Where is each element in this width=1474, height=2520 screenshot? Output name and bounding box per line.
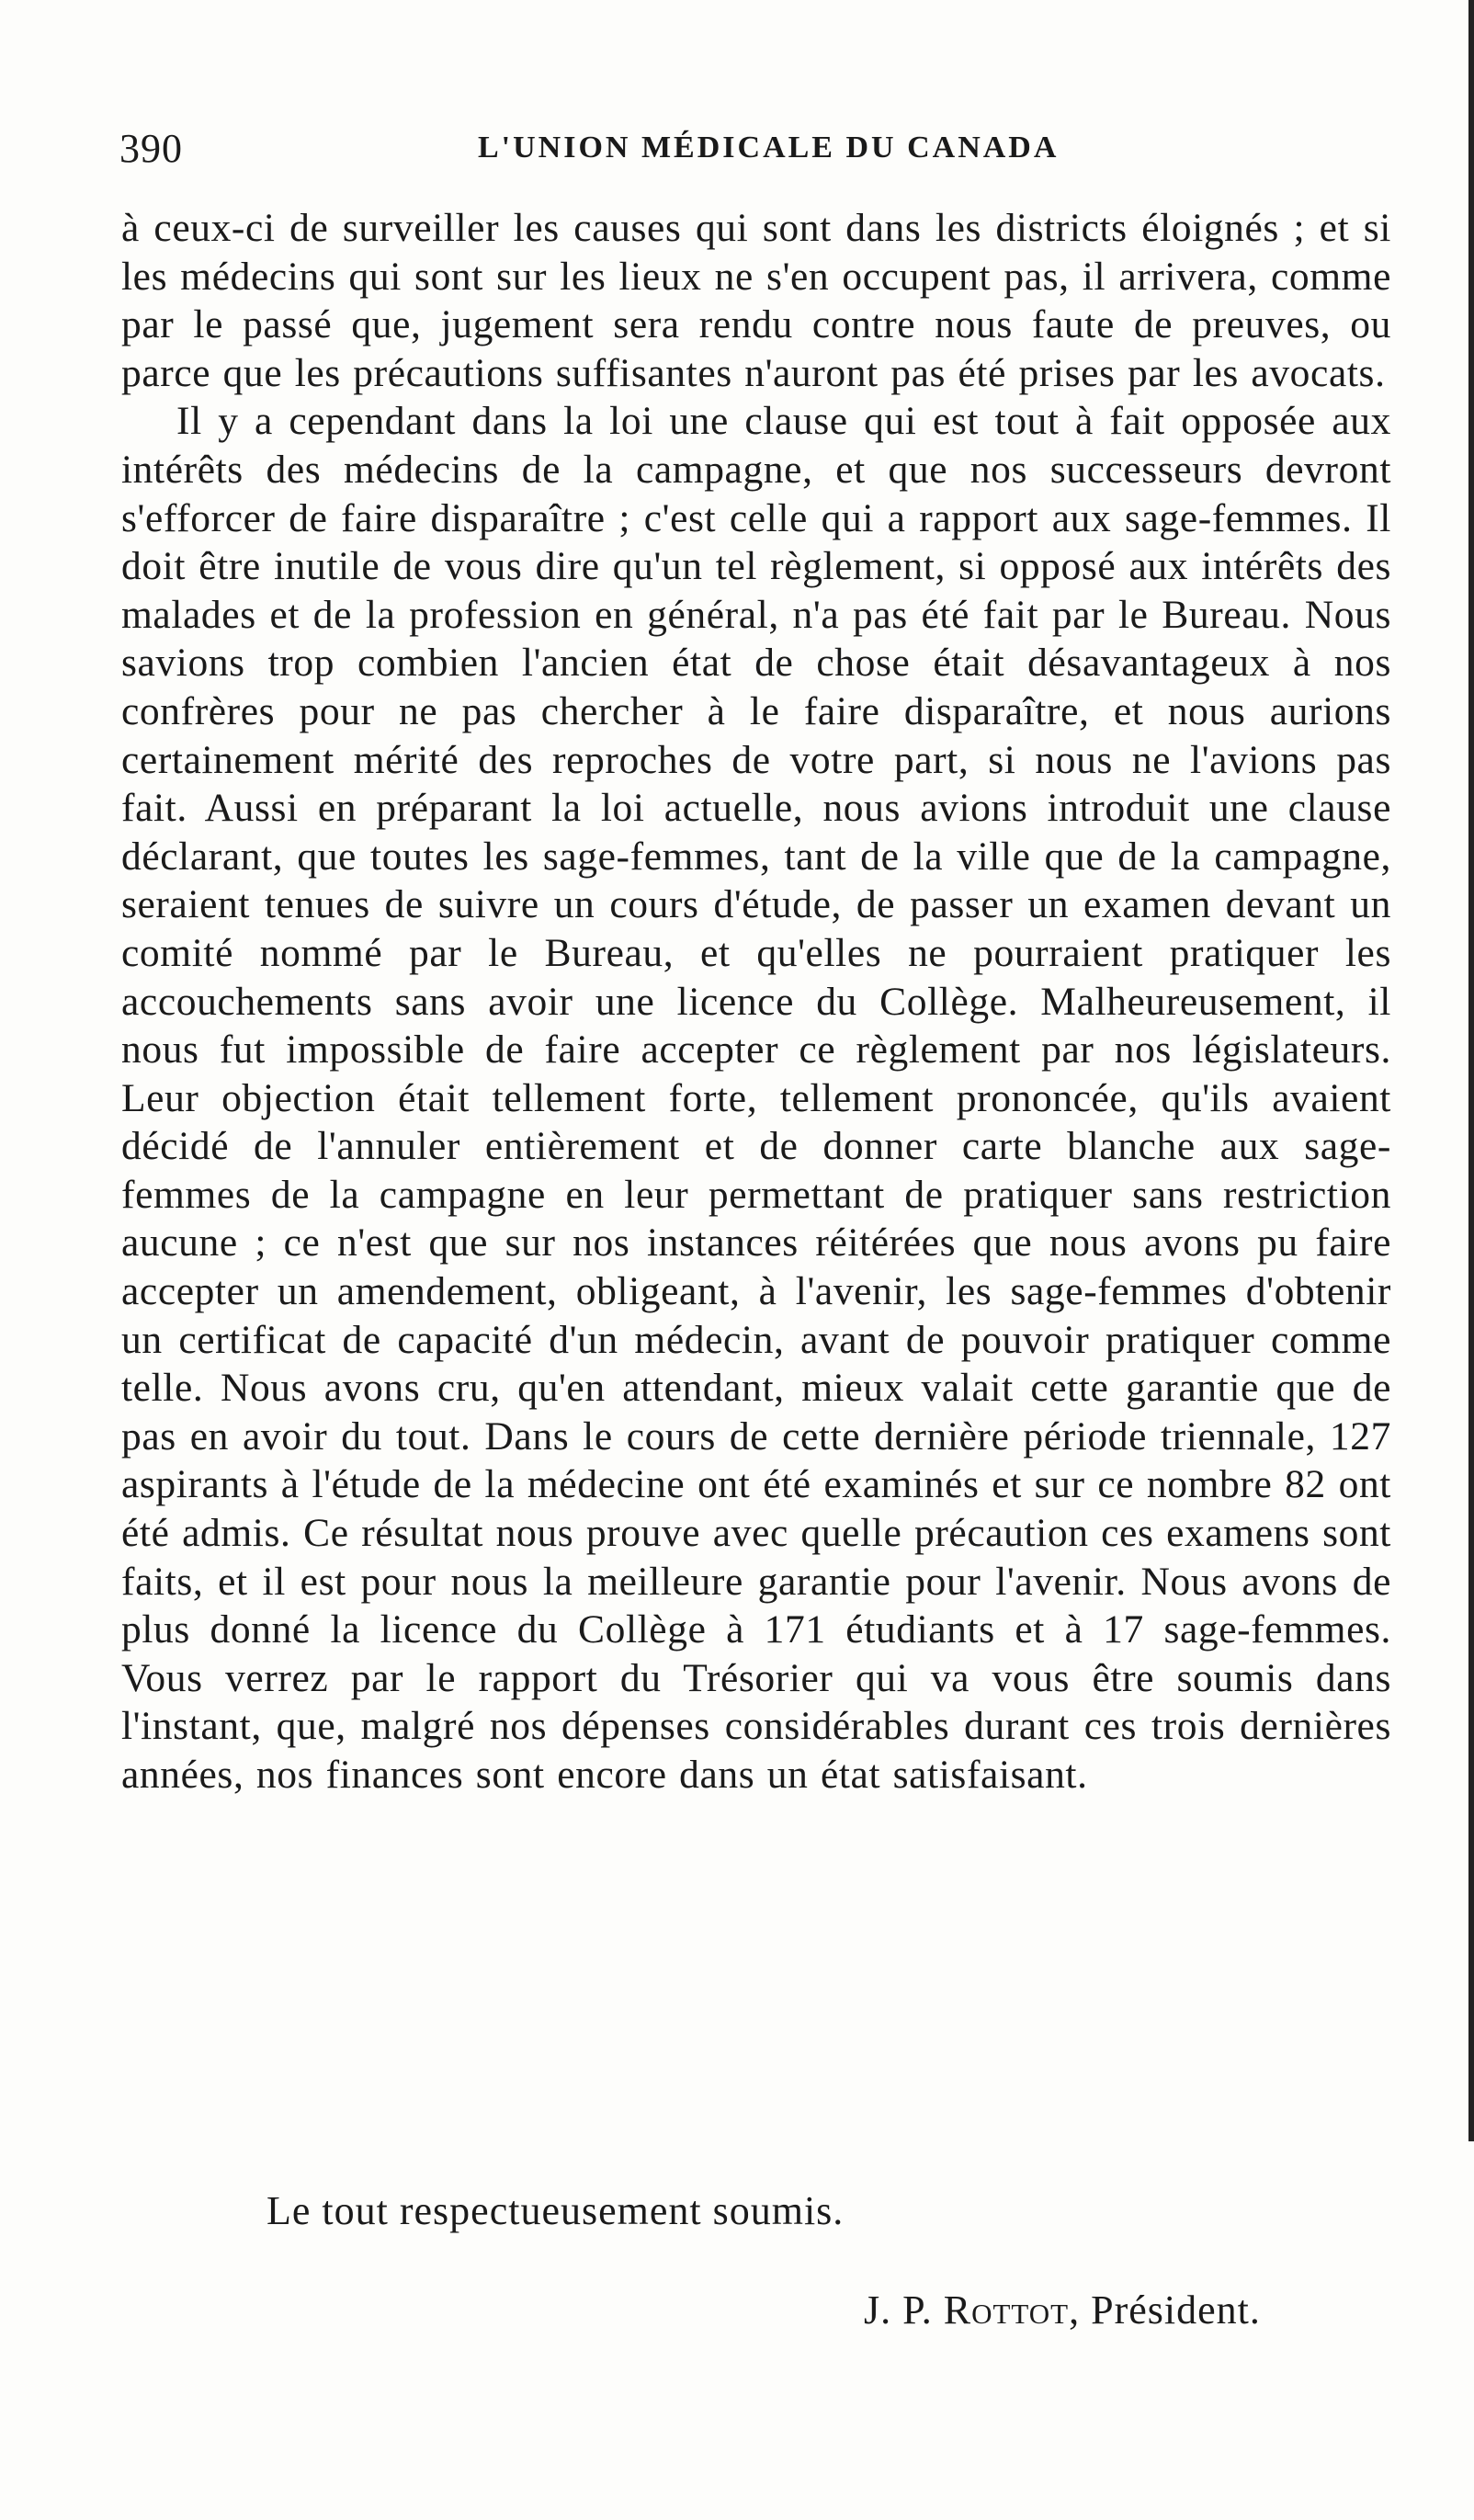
page-number: 390: [119, 126, 183, 171]
paragraph-continued: à ceux-ci de surveiller les causes qui sont dans les districts éloignés ; et si les médecins qui sont sur les lieux ne s'en occupent pas, il arrivera, comme par le passé que, jugement sera rendu contre nous faute de preuves, ou parce que les précautions suffisantes n'auront pas été prises par les avocats.: [121, 206, 1391, 395]
closing-line: Le tout respectueusement soumis.: [266, 2188, 845, 2233]
paragraph-midwives-clause: Il y a cependant dans la loi une clause qui est tout à fait opposée aux intérêts des médecins de la campagne, et que nos successeurs devront s'efforcer de faire disparaître ; c'est celle qui a rapport aux sage-femmes. Il doit être inutile de vous dire qu'un tel règlement, si opposé aux intérêts des malades et de la profession en général, n'a pas été fait par le Bureau. Nous savions trop combien l'ancien état de chose était désavantageux à nos confrères pour ne pas chercher à le faire disparaître, et nous aurions certainement mérité des reproches de votre part, si nous ne l'avions pas fait. Aussi en préparant la loi actuelle, nous avions introduit une clause déclarant, que toutes les sage-femmes, tant de la ville que de la campagne, seraient tenues de suivre un cours d'étude, de passer un examen devant un comité nommé par le Bureau, et qu'elles ne pourraient pratiquer les accouchements sans avoir une licence du Collège. Malheureusement, il nous fut impossible de faire accepter ce règlement par nos législateurs. Leur objection était tellement forte, tellement prononcée, qu'ils avaient décidé de l'annuler entièrement et de donner carte blanche aux sage-femmes de la campagne en leur permettant de pratiquer sans restriction aucune ; ce n'est que sur nos instances réitérées que nous avons pu faire accepter un amendement, obligeant, à l'avenir, les sage-femmes d'obtenir un certificat de capacité d'un médecin, avant de pouvoir pratiquer comme telle. Nous avons cru, qu'en attendant, mieux valait cette garantie que de pas en avoir du tout. Dans le cours de cette dernière période triennale, 127 aspirants à l'étude de la médecine ont été examinés et sur ce nombre 82 ont été admis. Ce résultat nous prouve avec quelle précaution ces examens sont faits, et il est pour nous la meilleure garantie pour l'avenir. Nous avons de plus donné la licence du Collège à 171 étudiants et à 17 sage-femmes. Vous verrez par le rapport du Trésorier qui va vous être soumis dans l'instant, que, malgré nos dépenses considérables durant ces trois dernières années, nos finances sont encore dans un état satisfaisant.: [121, 399, 1391, 1797]
page-edge-shadow: [1468, 0, 1474, 2141]
signature-title: Président.: [1091, 2287, 1261, 2333]
signature-surname: Rottot,: [943, 2287, 1081, 2333]
running-head: [119, 125, 1388, 180]
signature-initials: J. P.: [864, 2287, 933, 2333]
signature: [864, 2287, 1261, 2333]
report-body: [121, 204, 1391, 1799]
journal-title: L'UNION MÉDICALE DU CANADA: [478, 131, 1060, 165]
